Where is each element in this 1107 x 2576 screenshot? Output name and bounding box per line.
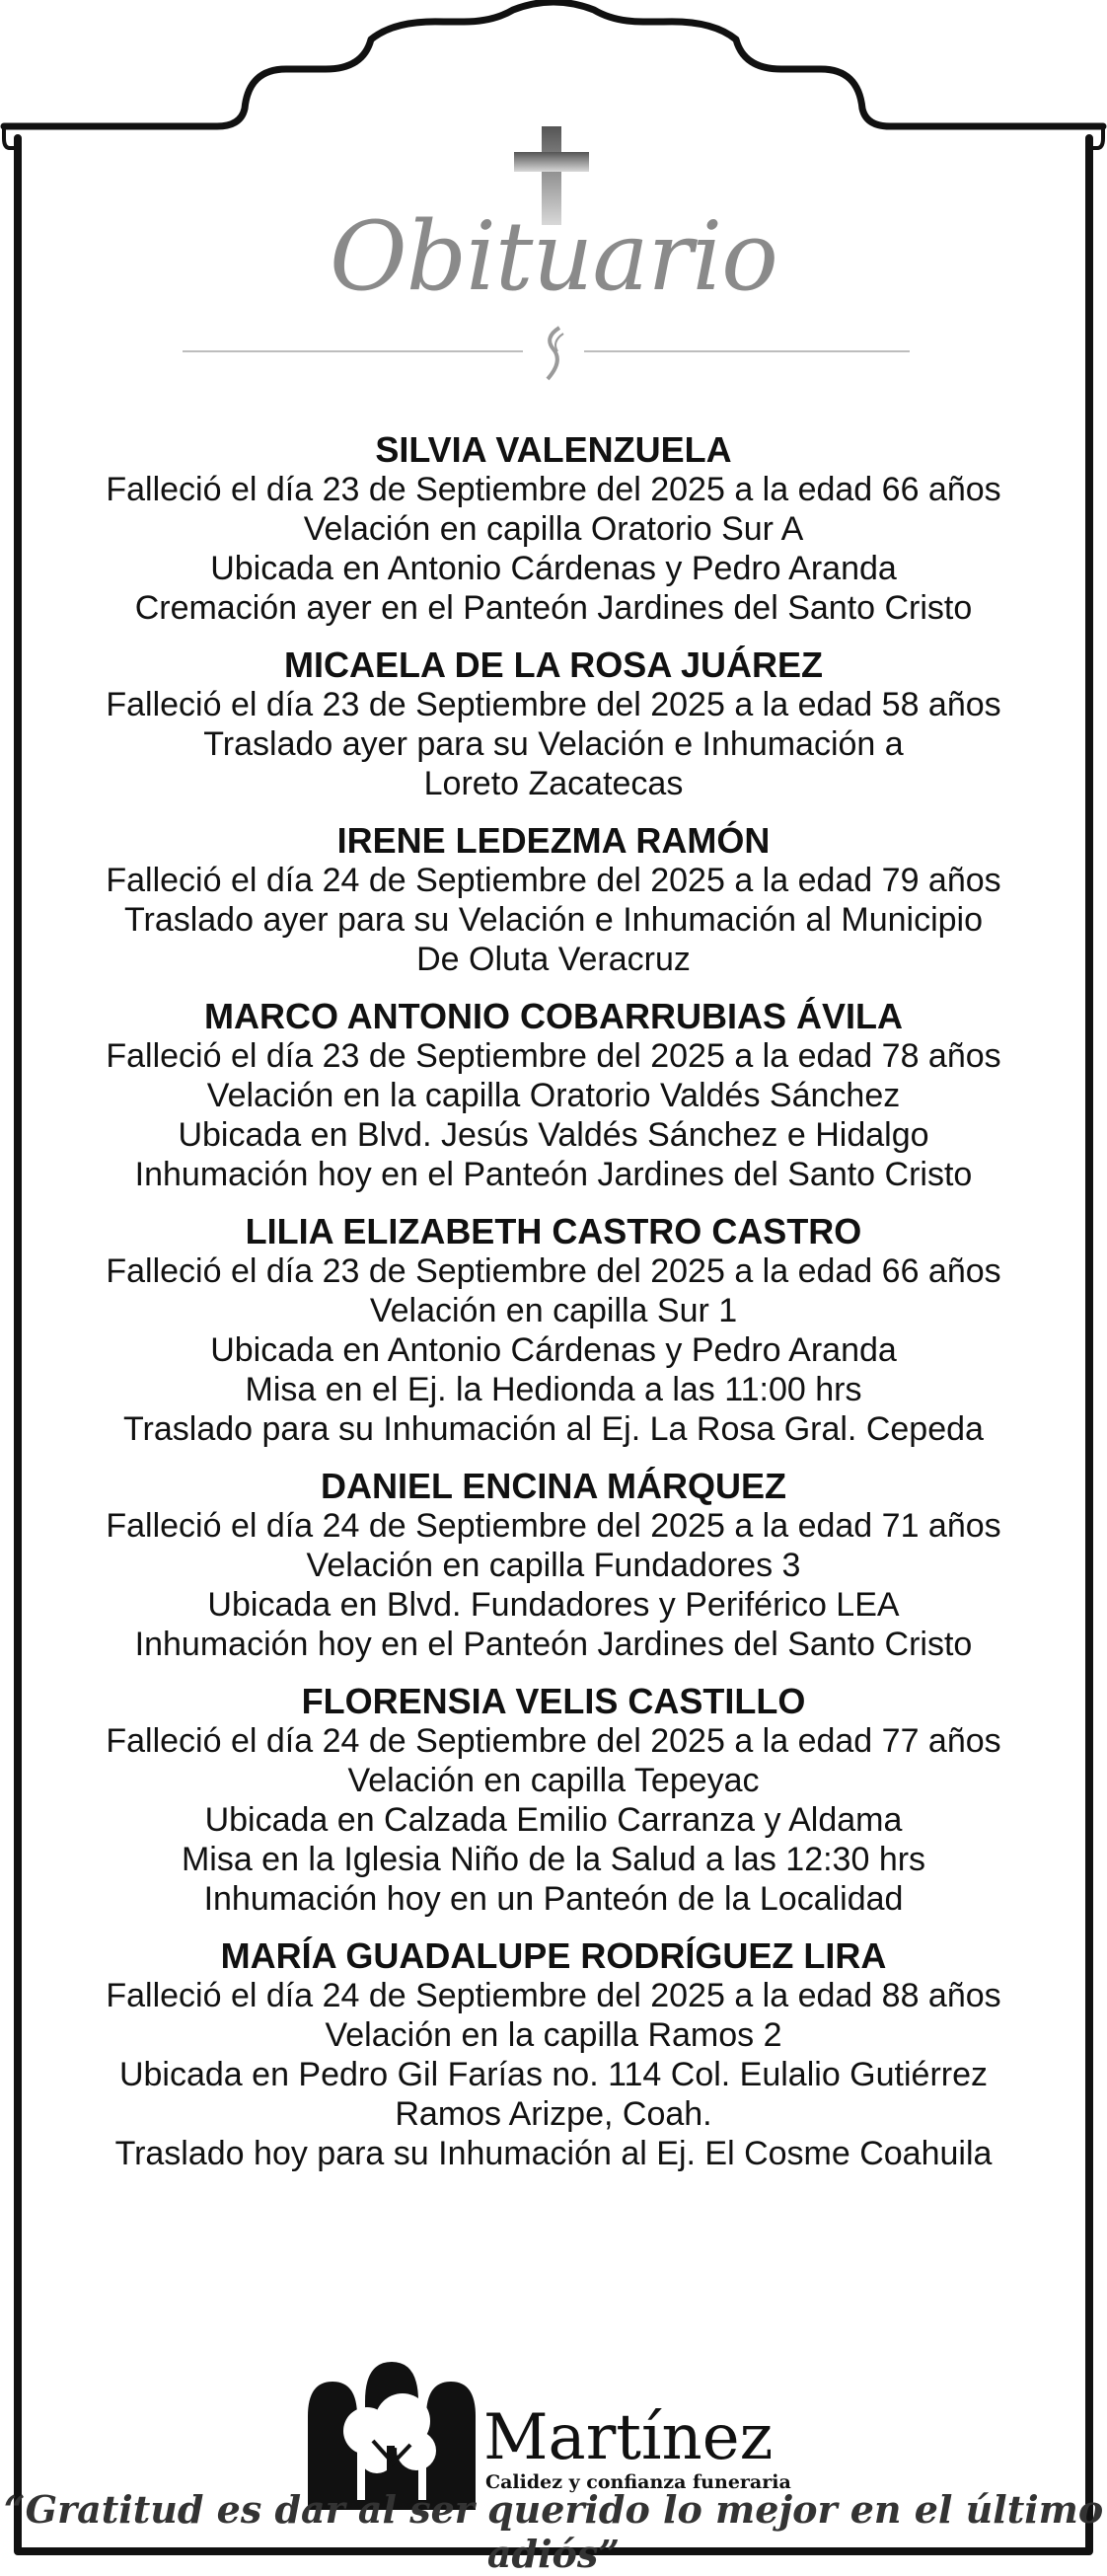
obituary-detail-line: Misa en el Ej. la Hedionda a las 11:00 hrs bbox=[245, 1371, 862, 1408]
page-title: Obituario bbox=[330, 201, 777, 312]
deceased-name: DANIEL ENCINA MÁRQUEZ bbox=[320, 1466, 786, 1506]
obituary-detail-line: De Oluta Veracruz bbox=[416, 941, 691, 978]
funeral-home-tagline: Calidez y confianza funeraria bbox=[485, 2471, 791, 2493]
obituary-detail-line: Ubicada en Blvd. Fundadores y Periférico LEA bbox=[207, 1586, 900, 1624]
obituary-entry bbox=[39, 1936, 1068, 2173]
obituary-detail-line: Ubicada en Calzada Emilio Carranza y Aldama bbox=[204, 1801, 903, 1839]
obituary-detail-line: Falleció el día 24 de Septiembre del 2025 a la edad 88 años bbox=[106, 1977, 1001, 2014]
deceased-name: MARÍA GUADALUPE RODRÍGUEZ LIRA bbox=[220, 1935, 887, 1976]
obituary-detail-line: Inhumación hoy en el Panteón Jardines del Santo Cristo bbox=[134, 1156, 973, 1193]
deceased-name: LILIA ELIZABETH CASTRO CASTRO bbox=[245, 1211, 862, 1251]
funeral-home-name: Martínez bbox=[483, 2401, 774, 2474]
obituary-detail-line: Falleció el día 23 de Septiembre del 2025 a la edad 58 años bbox=[106, 686, 1001, 723]
obituary-detail-line: Traslado para su Inhumación al Ej. La Rosa Gral. Cepeda bbox=[123, 1410, 984, 1448]
obituary-detail-line: Velación en la capilla Oratorio Valdés Sánchez bbox=[206, 1077, 901, 1114]
divider-left bbox=[183, 350, 523, 352]
obituary-detail-line: Inhumación hoy en un Panteón de la Localidad bbox=[203, 1880, 904, 1918]
obituary-detail-line: Falleció el día 24 de Septiembre del 2025 a la edad 71 años bbox=[106, 1507, 1001, 1545]
closing-quote: “Gratitud es dar al ser querido lo mejor en el último adiós” bbox=[3, 2487, 1104, 2576]
obituary-detail-line: Traslado hoy para su Inhumación al Ej. El Cosme Coahuila bbox=[114, 2135, 993, 2172]
obituary-detail-line: Falleció el día 24 de Septiembre del 2025 a la edad 79 años bbox=[106, 862, 1001, 899]
obituary-detail-line: Velación en la capilla Ramos 2 bbox=[325, 2016, 782, 2054]
obituary-entry bbox=[39, 1212, 1068, 1449]
obituary-entry bbox=[39, 1682, 1068, 1919]
obituary-entry bbox=[39, 645, 1068, 803]
deceased-name: MICAELA DE LA ROSA JUÁREZ bbox=[283, 644, 823, 685]
obituary-detail-line: Ubicada en Pedro Gil Farías no. 114 Col. Eulalio Gutiérrez bbox=[118, 2056, 989, 2093]
obituary-detail-line: Ramos Arizpe, Coah. bbox=[395, 2095, 712, 2133]
obituary-list bbox=[39, 430, 1068, 2191]
deceased-name: FLORENSIA VELIS CASTILLO bbox=[301, 1681, 806, 1721]
deceased-name: SILVIA VALENZUELA bbox=[375, 429, 732, 470]
obituary-detail-line: Traslado ayer para su Velación e Inhumación a bbox=[203, 725, 904, 763]
obituary-detail-line: Cremación ayer en el Panteón Jardines del Santo Cristo bbox=[134, 589, 973, 627]
obituary-entry bbox=[39, 997, 1068, 1194]
obituary-detail-line: Inhumación hoy en el Panteón Jardines del Santo Cristo bbox=[134, 1626, 973, 1663]
obituary-detail-line: Falleció el día 24 de Septiembre del 2025 a la edad 77 años bbox=[106, 1722, 1001, 1760]
deceased-name: MARCO ANTONIO COBARRUBIAS ÁVILA bbox=[204, 996, 903, 1036]
obituary-detail-line: Ubicada en Antonio Cárdenas y Pedro Aranda bbox=[210, 550, 897, 587]
obituary-detail-line: Loreto Zacatecas bbox=[423, 765, 684, 802]
obituary-entry bbox=[39, 1467, 1068, 1664]
deceased-name: IRENE LEDEZMA RAMÓN bbox=[336, 820, 771, 861]
swirl-ornament-icon bbox=[534, 324, 573, 383]
obituary-entry bbox=[39, 821, 1068, 979]
obituary-detail-line: Ubicada en Blvd. Jesús Valdés Sánchez e Hidalgo bbox=[178, 1116, 929, 1154]
obituary-detail-line: Ubicada en Antonio Cárdenas y Pedro Aranda bbox=[210, 1331, 897, 1369]
obituary-detail-line: Falleció el día 23 de Septiembre del 2025 a la edad 66 años bbox=[106, 471, 1001, 508]
obituary-detail-line: Falleció el día 23 de Septiembre del 2025 a la edad 66 años bbox=[106, 1252, 1001, 1290]
obituary-detail-line: Velación en capilla Oratorio Sur A bbox=[303, 510, 804, 548]
obituary-detail-line: Velación en capilla Sur 1 bbox=[369, 1292, 738, 1329]
obituary-detail-line: Traslado ayer para su Velación e Inhumación al Municipio bbox=[123, 901, 983, 939]
divider-right bbox=[584, 350, 910, 352]
obituary-entry bbox=[39, 430, 1068, 628]
obituary-detail-line: Falleció el día 23 de Septiembre del 2025 a la edad 78 años bbox=[106, 1037, 1001, 1075]
obituary-detail-line: Velación en capilla Tepeyac bbox=[347, 1762, 760, 1799]
obituary-detail-line: Velación en capilla Fundadores 3 bbox=[306, 1547, 801, 1584]
obituary-detail-line: Misa en la Iglesia Niño de la Salud a las 12:30 hrs bbox=[181, 1841, 926, 1878]
